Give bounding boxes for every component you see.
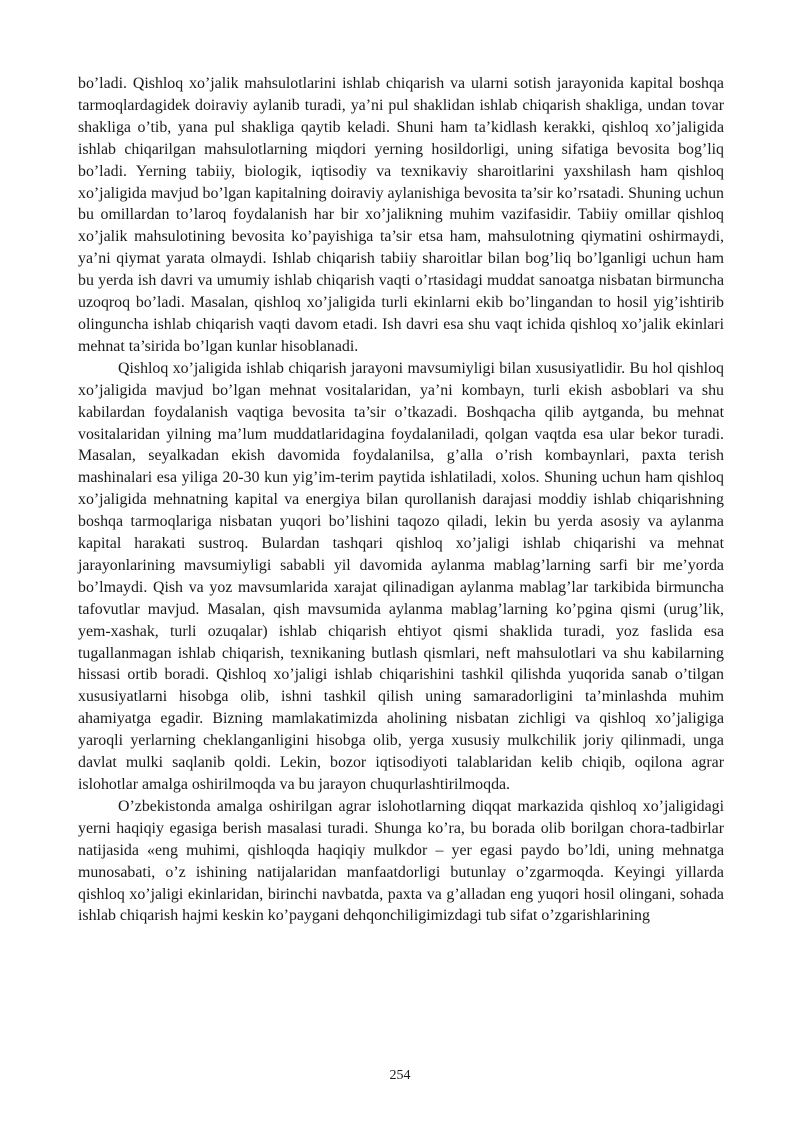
document-body [78,73,724,927]
paragraph-capital-circulation: bo’ladi. Qishloq xo’jalik mahsulotlarini ishlab chiqarish va ularni sotish jarayonida kapital boshqa tarmoqlardagidek doiraviy aylanib turadi, ya’ni pul shaklidan ishlab chiqarish shakliga, undan tovar shakliga o’tib, yana pul shakliga qaytib keladi. Shuni ham ta’kidlash kerakki, qishloq xo’jaligida ishlab chiqarilgan mahsulotlarning miqdori yerning hosildorligi, uning sifatiga bevosita bog’liq bo’ladi. Yerning tabiiy, biologik, iqtisodiy va texnikaviy sharoitlarini yaxshilash ham qishloq xo’jaligida mavjud bo’lgan kapitalning doiraviy aylanishiga bevosita ta’sir ko’rsatadi. Shuning uchun bu omillardan to’laroq foydalanish har bir xo’jalikning muhim vazifasidir. Tabiiy omillar qishloq xo’jalik mahsulotining bevosita ko’payishiga ta’sir etsa ham, mahsulotning qiymatini oshirmaydi, ya’ni qiymat yarata olmaydi. Ishlab chiqarish tabiiy sharoitlar bilan bog’liq bo’lganligi uchun ham bu yerda ish davri va umumiy ishlab chiqarish vaqti o’rtasidagi muddat sanoatga nisbatan birmuncha uzoqroq bo’ladi. Masalan, qishloq xo’jaligida turli ekinlarni ekib bo’lingandan to hosil yig’ishtirib olinguncha ishlab chiqarish vaqti davom etadi. Ish davri esa shu vaqt ichida qishloq xo’jalik ekinlari mehnat ta’sirida bo’lgan kunlar hisoblanadi. [78,75,724,355]
paragraph-seasonality: Qishloq xo’jaligida ishlab chiqarish jarayoni mavsumiyligi bilan xususiyatlidir. Bu hol qishloq xo’jaligida mavjud bo’lgan mehnat vositalaridan, ya’ni kombayn, turli ekish asboblari va shu kabilardan foydalanish vaqtiga bevosita ta’sir o’tkazadi. Boshqacha qilib aytganda, bu mehnat vositalaridan yilning ma’lum muddatlaridagina foydalaniladi, qolgan vaqtda esa ular bekor turadi. Masalan, seyalkadan ekish davomida foydalanilsa, g’alla o’rish kombaynlari, paxta terish mashinalari esa yiliga 20-30 kun yig’im-terim paytida ishlatiladi, xolos. Shuning uchun ham qishloq xo’jaligida mehnatning kapital va energiya bilan qurollanish darajasi moddiy ishlab chiqarishning boshqa tarmoqlariga nisbatan yuqori bo’lishini taqozo qiladi, lekin bu yerda asosiy va aylanma kapital harakati sustroq. Bulardan tashqari qishloq xo’jaligi ishlab chiqarishi va mehnat jarayonlarining mavsumiyligi sababli yil davomida aylanma mablag’larning sarfi bir me’yorda bo’lmaydi. Qish va yoz mavsumlarida xarajat qilinadigan aylanma mablag’lar tarkibida birmuncha tafovutlar mavjud. Masalan, qish mavsumida aylanma mablag’larning ko’pgina qismi (urug’lik, yem-xashak, turli ozuqalar) ishlab chiqarish ehtiyot qismi shaklida turadi, yoz faslida esa tugallanmagan ishlab chiqarish, texnikaning butlash qismlari, neft mahsulotlari va shu kabilarning hissasi ortib boradi. Qishloq xo’jaligi ishlab chiqarishini tashkil qilishda yuqorida sanab o’tilgan xususiyatlarni hisobga olib, ishni tashkil qilish uning samaradorligini ta’minlashda muhim ahamiyatga egadir. Bizning mamlakatimizda aholining nisbatan zichligi va qishloq xo’jaligiga yaroqli yerlarning cheklanganligini hisobga olib, yerga xususiy mulkchilik joriy qilinmadi, unga davlat mulki saqlanib qoldi. Lekin, bozor iqtisodiyoti talablaridan kelib chiqib, oqilona agrar islohotlar amalga oshirilmoqda va bu jarayon chuqurlashtirilmoqda. [78,359,724,793]
paragraph-agrarian-reforms: O’zbekistonda amalga oshirilgan agrar islohotlarning diqqat markazida qishloq xo’jaligidagi yerni haqiqiy egasiga berish masalasi turadi. Shunga ko’ra, bu borada olib borilgan chora-tadbirlar natijasida «eng muhimi, qishloqda haqiqiy mulkdor – yer egasi paydo bo’ldi, uning mehnatga munosabati, o’z ishining natijalaridan manfaatdorligi butunlay o’zgarmoqda. Keyingi yillarda qishloq xo’jaligi ekinlaridan, birinchi navbatda, paxta va g’alladan eng yuqori hosil olingani, sohada ishlab chiqarish hajmi keskin ko’paygani dehqonchiligimizdagi tub sifat o’zgarishlarining [78,797,724,925]
page-number: 254 [389,1068,411,1083]
